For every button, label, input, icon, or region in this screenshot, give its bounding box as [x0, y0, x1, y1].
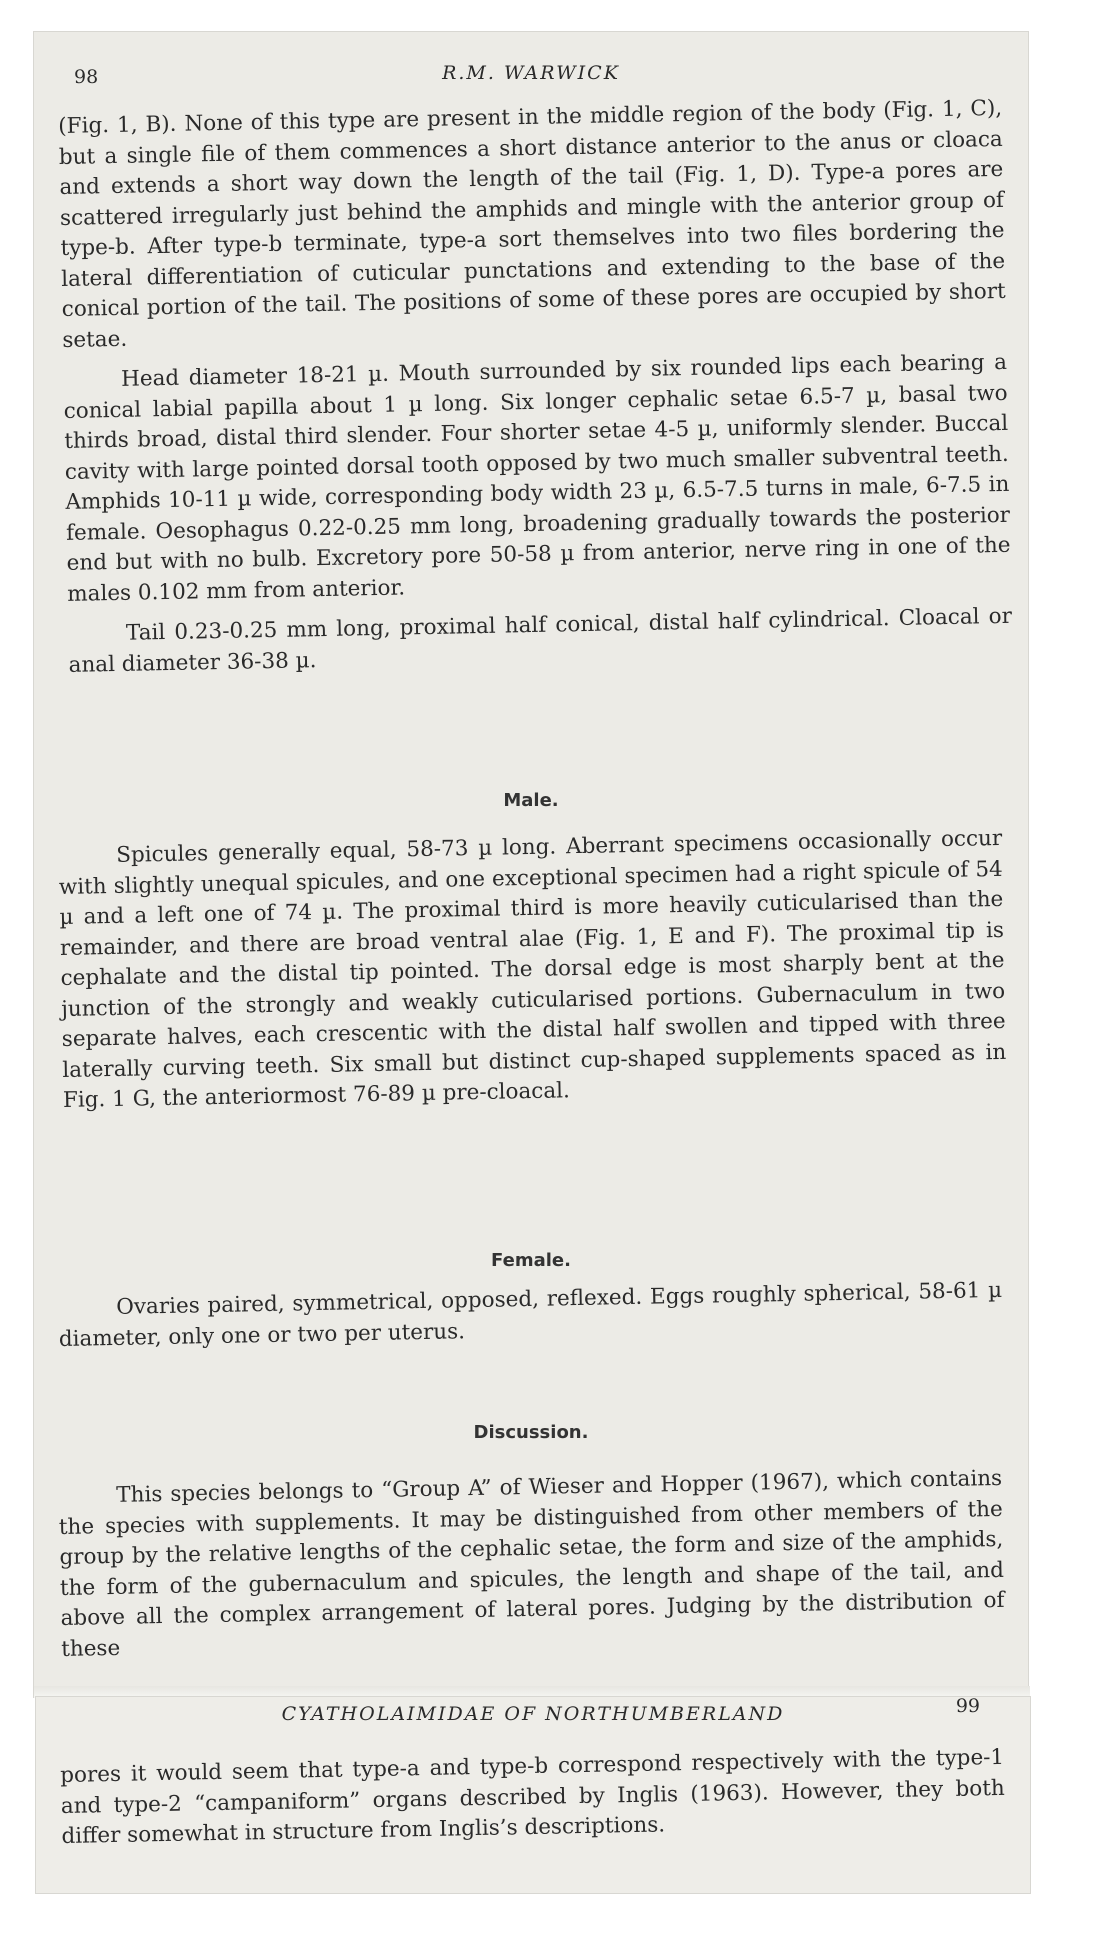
paragraph-head: Head diameter 18-21 µ. Mouth surrounded by six rounded lips each bearing a conical labial papilla about 1 µ long. Six longer cephalic setae 6.5-7 µ, basal two thirds broad, distal third slender. Four shorter setae 4-5 µ, uniformly slender. Buccal cavity with large pointed dorsal tooth opposed by two much smaller subventral teeth. Amphids 10-11 µ wide, corresponding body width 23 µ, 6.5-7.5 turns in male, 6-7.5 in female. Oesophagus 0.22-0.25 mm long, broadening gradually towards the posterior end but with no bulb. Excretory pore 50-58 µ from anterior, nerve ring in one of the males 0.102 mm from anterior.	[63, 349, 1011, 607]
female-text-block	[58, 1276, 1003, 1365]
discussion-text: This species belongs to “Group A” of Wieser and Hopper (1967), which contains the species with supplements. It may be distinguished from other members of the group by the relative lengths of the cephalic setae, the form and size of the amphids, the form of the gubernaculum and spicules, the length and shape of the tail, and above all the complex arrangement of lateral pores. Judging by the distribution of these	[58, 1465, 1005, 1662]
paragraph-tail: Tail 0.23-0.25 mm long, proximal half conical, distal half cylindrical. Cloacal or anal diameter 36-38 µ.	[68, 603, 1013, 678]
paragraph-continued: pores it would seem that type-a and type-b correspond respectively with the type-1 and type-2 “campaniform” organs described by Inglis (1963). However, they both differ somewhat in structure from Inglis’s descriptions.	[60, 1744, 1005, 1849]
discussion-heading: Discussion.	[473, 1422, 589, 1443]
body-text-lower	[60, 1743, 1006, 1863]
running-title-lower: CYATHOLAIMIDAE OF NORTHUMBERLAND	[281, 1703, 785, 1725]
page-99	[36, 1697, 1030, 1893]
page-98	[34, 32, 1028, 1697]
body-text-top	[58, 94, 1013, 691]
male-heading: Male.	[503, 790, 559, 811]
male-text-block	[58, 824, 1007, 1127]
discussion-text-block	[58, 1464, 1006, 1675]
paragraph-pores: (Fig. 1, B). None of this type are present in the middle region of the body (Fig. 1, C), but a single file of them commences a short distance anterior to the anus or cloaca and extends a short way down the length of the tail (Fig. 1, D). Type-a pores are scattered irregularly just behind the amphids and mingle with the anterior group of type-b. After type-b terminate, type-a sort themselves into two files bordering the lateral differentiation of cuticular punctations and extending to the base of the conical portion of the tail. The positions of some of these pores are occupied by short setae.	[58, 95, 1006, 353]
page-number: 98	[74, 66, 99, 88]
running-title: R.M. WARWICK	[442, 62, 620, 84]
female-text: Ovaries paired, symmetrical, opposed, reflexed. Eggs roughly spherical, 58-61 µ diameter, only one or two per uterus.	[58, 1277, 1003, 1352]
male-text: Spicules generally equal, 58-73 µ long. Aberrant specimens occasionally occur with slightly unequal spicules, and one exceptional specimen had a right spicule of 54 µ and a left one of 74 µ. The proximal third is more heavily cuticularised than the remainder, and there are broad ventral alae (Fig. 1, E and F). The proximal tip is cephalate and the distal tip pointed. The dorsal edge is most sharply bent at the junction of the strongly and weakly cuticularised portions. Gubernaculum in two separate halves, each crescentic with the distal half swollen and tipped with three laterally curving teeth. Six small but distinct cup-shaped supplements spaced as in Fig. 1 G, the anteriormost 76-89 µ pre-cloacal.	[58, 825, 1007, 1113]
female-heading: Female.	[491, 1250, 571, 1271]
page-number-lower: 99	[955, 1695, 980, 1717]
